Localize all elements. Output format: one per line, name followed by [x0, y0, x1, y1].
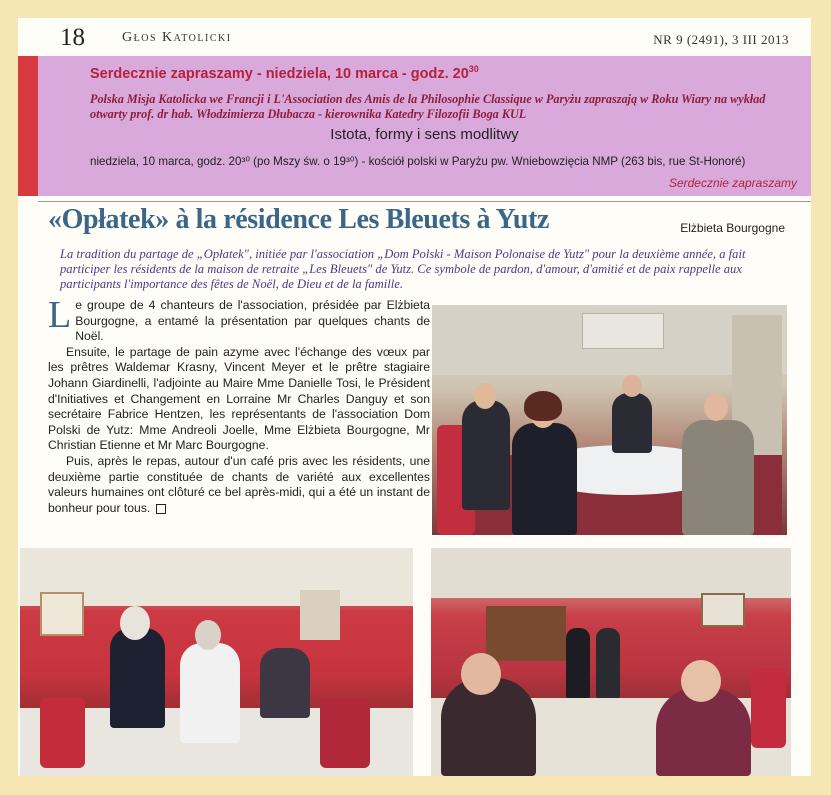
masthead: [18, 18, 811, 56]
article-author: Elżbieta Bourgogne: [680, 221, 785, 235]
newspaper-name: Głos Katolicki: [122, 30, 232, 45]
paragraph-text: Puis, après le repas, autour d'un café pris avec les résidents, une deuxième partie constituée de chants de variété aux excellentes valeurs humaines ont clôturé ce bel après-midi, qui a été un instant de bonheur pour tous.: [48, 453, 430, 515]
paragraph-text: e groupe de 4 chanteurs de l'association, présidée par Elżbieta Bourgogne, a entamé la présentation par quelques chants de Noël.: [75, 298, 430, 344]
page-number: 18: [60, 24, 85, 51]
paragraph: Ensuite, le partage de pain azyme avec l'échange des vœux par les prêtres Waldemar Krasny, Vincent Meyer et le prêtre stagiaire Johann Giardinelli, l'adjointe au Maire Mme Danielle Tosi, le Président d'Initiatives et Changement en Lorraine Mr Charles Danguy et son secrétaire Fabrice Hentzen, les représentants de l'association Dom Polski de Yutz: Mme Andreoli Joelle, Mme Elżbieta Bourgogne, Mr Christian Etienne et Mr Marc Bourgogne.: [48, 344, 430, 453]
drop-cap: L: [48, 294, 72, 336]
notice-intro: Polska Misja Katolicka we Francji i L'Association des Amis de la Philosophie Classique w Paryżu zapraszają w Roku Wiary na wykład otwarty prof. dr hab. Włodzimierza Dłubacza - kierownika Katedry Filozofii Boga KUL: [90, 92, 766, 121]
issue-info: NR 9 (2491), 3 III 2013: [653, 32, 789, 47]
section-divider: [38, 201, 811, 202]
photo-guests-at-table: [432, 305, 787, 535]
article-lead: La tradition du partage de „Opłatek", initiée par l'association „Dom Polski - Maison Polonaise de Yutz" pour la deuxième année, a fait participer les résidents de la maison de retraite „Les Bleuets" de Yutz. Ce symbole de pardon, d'amour, d'amitié et de paix rappelle aux participants l'importance des fêtes de Noël, de Dieu et de la famille.: [60, 247, 746, 291]
notice-headline-text: Serdecznie zapraszamy - niedziela, 10 marca - godz. 20: [90, 65, 469, 82]
photo-singing-priest: [20, 548, 413, 776]
lecture-title: Istota, formy i sens modlitwy: [330, 126, 519, 143]
article-body: [48, 294, 430, 516]
lecture-notice: [38, 56, 811, 196]
end-of-article-mark: [156, 504, 166, 514]
photo-dining-room: [431, 548, 791, 776]
lecture-details: niedziela, 10 marca, godz. 20³⁰ (po Mszy św. o 19³⁰) - kościół polski w Paryżu pw. Wniebowzięcia NMP (263 bis, rue St-Honoré): [90, 155, 746, 168]
notice-headline: [90, 64, 479, 82]
notice-headline-sup: 30: [468, 64, 479, 74]
paragraph: [48, 454, 430, 516]
article-title: «Opłatek» à la résidence Les Bleuets à Yutz: [48, 204, 550, 235]
paragraph: [48, 294, 430, 345]
newspaper-page: [18, 18, 811, 776]
notice-signoff: Serdecznie zapraszamy: [668, 176, 797, 190]
